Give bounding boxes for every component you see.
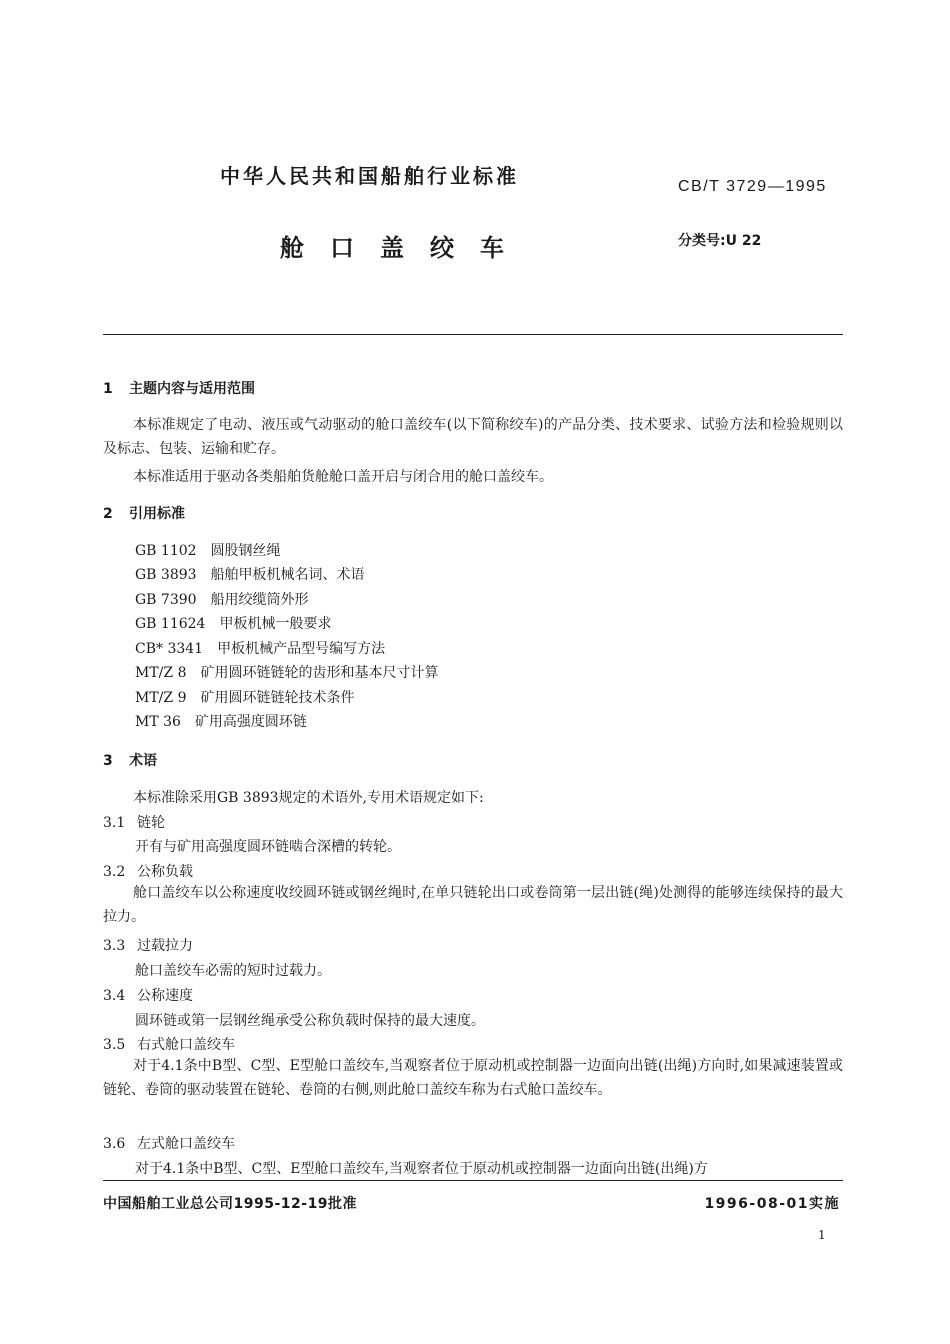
reference-name: 圆股钢丝绳 [210,543,281,559]
reference-code: MT 36 [135,714,181,730]
section-title: 引用标准 [129,506,185,522]
reference-code: CB* 3341 [135,641,204,657]
section-title: 主题内容与适用范围 [129,381,255,397]
section-1-paragraph-2: 本标准适用于驱动各类船舶货舱舱口盖开启与闭合用的舱口盖绞车。 [133,469,553,485]
term-heading [103,1034,235,1054]
term-definition: 舱口盖绞车必需的短时过载力。 [135,963,331,979]
section-2-heading [103,503,185,523]
reference-code: GB 1102 [135,543,197,559]
reference-name: 矿用高强度圆环链 [194,714,307,730]
term-definition: 对于4.1条中B型、C型、E型舱口盖绞车,当观察者位于原动机或控制器一边面向出链(出绳)方 [135,1161,708,1177]
term-number: 3.5 [103,1037,126,1053]
term-number: 3.2 [103,864,126,880]
section-title: 术语 [129,753,157,769]
reference-name: 甲板机械产品型号编写方法 [217,641,386,657]
reference-name: 甲板机械一般要求 [219,616,332,632]
reference-item [135,540,281,560]
reference-code: GB 7390 [135,592,197,608]
reference-item [135,613,331,633]
reference-code: GB 3893 [135,567,197,583]
standard-code: CB/T 3729—1995 [678,178,827,195]
effective-date: 1996-08-01实施 [704,1196,840,1212]
section-number: 2 [103,506,113,522]
term-number: 3.6 [103,1136,126,1152]
reference-item [135,638,385,658]
term-number: 3.3 [103,938,126,954]
term-name: 右式舱口盖绞车 [137,1037,235,1053]
classification-code: 分类号:U 22 [678,233,762,249]
reference-item [135,662,438,682]
section-1-paragraph-1: 本标准规定了电动、液压或气动驱动的舱口盖绞车(以下简称绞车)的产品分类、技术要求、试验方法和检验规则以及标志、包装、运输和贮存。 [103,417,843,457]
reference-item [135,589,309,609]
term-heading [103,935,193,955]
reference-item [135,687,354,707]
section-1-heading [103,378,255,398]
reference-item [135,711,307,731]
term-definition: 圆环链或第一层钢丝绳承受公称负载时保持的最大速度。 [135,1013,485,1029]
term-heading [103,861,193,881]
term-heading [103,1133,235,1153]
reference-code: MT/Z 8 [135,665,187,681]
term-name: 公称负载 [137,864,193,880]
reference-name: 船用绞缆筒外形 [210,592,309,608]
term-definition: 对于4.1条中B型、C型、E型舱口盖绞车,当观察者位于原动机或控制器一边面向出链(出绳)方向时,如果减速装置或链轮、卷筒的驱动装置在链轮、卷筒的右侧,则此舱口盖绞车称为右式舱口盖绞车。 [103,1058,843,1098]
reference-item [135,564,365,584]
document-title: 舱口盖绞车 [280,234,530,262]
term-heading [103,985,193,1005]
reference-code: MT/Z 9 [135,690,187,706]
footer-divider [103,1180,843,1181]
term-number: 3.4 [103,988,126,1004]
reference-code: GB 11624 [135,616,206,632]
section-number: 3 [103,753,113,769]
term-name: 左式舱口盖绞车 [137,1136,235,1152]
term-definition: 开有与矿用高强度圆环链啮合深槽的转轮。 [135,839,401,855]
section-number: 1 [103,381,113,397]
reference-name: 矿用圆环链链轮技术条件 [200,690,355,706]
section-3-heading [103,750,157,770]
header-divider [103,334,843,335]
term-name: 过载拉力 [137,938,193,954]
term-name: 链轮 [137,815,165,831]
reference-name: 矿用圆环链链轮的齿形和基本尺寸计算 [200,665,439,681]
term-heading [103,812,165,832]
approval-info: 中国船舶工业总公司1995-12-19批准 [103,1196,358,1212]
term-name: 公称速度 [137,988,193,1004]
reference-name: 船舶甲板机械名词、术语 [210,567,365,583]
term-definition: 舱口盖绞车以公称速度收绞圆环链或钢丝绳时,在单只链轮出口或卷筒第一层出链(绳)处测得的能够连续保持的最大拉力。 [103,885,843,925]
section-3-intro: 本标准除采用GB 3893规定的术语外,专用术语规定如下: [133,790,484,806]
standard-title: 中华人民共和国船舶行业标准 [220,164,519,188]
page-number: 1 [818,1228,826,1242]
term-number: 3.1 [103,815,126,831]
